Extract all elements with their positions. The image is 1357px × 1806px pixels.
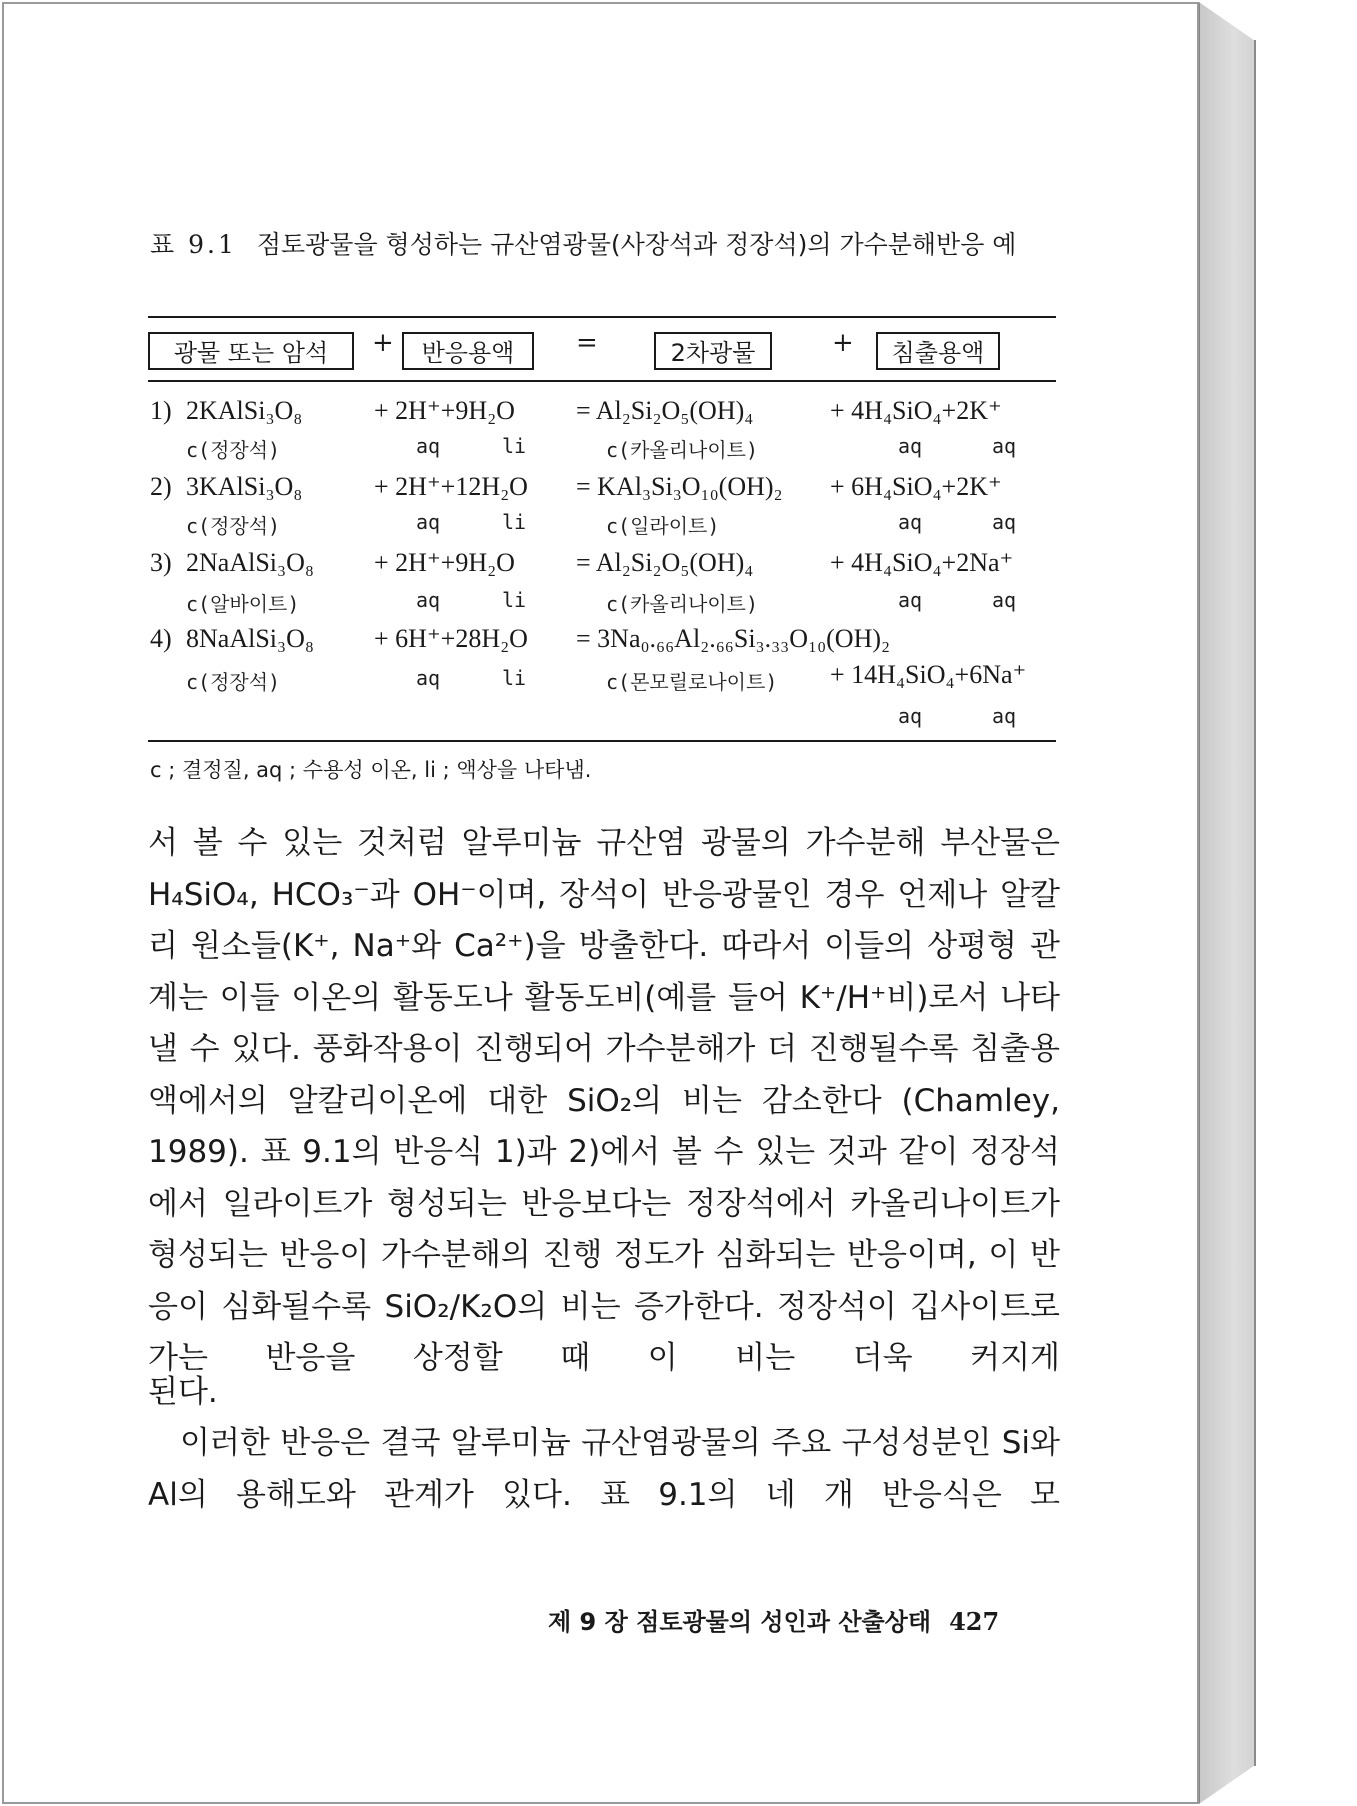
leachate-state-2: aq: [992, 510, 1017, 534]
body-paragraph-1-text: 서 볼 수 있는 것처럼 알루미늄 규산염 광물의 가수분해 부산물은 H₄SiO₄, HCO₃⁻과 OH⁻이며, 장석이 반응광물인 경우 언제나 알칼리 원소들(K⁺, Na⁺와 Ca²⁺)을 방출한다. 따라서 이들의 상평형 관계는 이들 이온의 활동도나 활동도비(예를 들어 K⁺/H⁺비)로서 나타낼 수 있다. 풍화작용이 진행되어 가수분해가 더 진행될수록 침출용액에서의 알칼리이온에 대한 SiO₂의 비는 감소한다 (Chamley, 1989). 표 9.1의 반응식 1)과 2)에서 볼 수 있는 것과 같이 정장석에서 일라이트가 형성되는 반응보다는 정장석에서 카올리나이트가 형성되는 반응이 가수분해의 진행 정도가 심화되는 반응이며, 이 반응이 심화될수록 SiO₂/K₂O의 비는 증가한다. 정장석이 깁사이트로 가는 반응을 상정할 때 이 비는 더욱 커지게: [148, 825, 1060, 1376]
secondary-state: c(일라이트): [606, 514, 720, 538]
table-caption-text: 점토광물을 형성하는 규산염광물(사장석과 정장석)의 가수분해반응 예: [256, 230, 1017, 259]
solution-state-1: aq: [416, 434, 441, 458]
header-plus-2: +: [832, 328, 854, 358]
solution-state-2: li: [502, 666, 527, 690]
reaction-leachate: + 4H₄SiO₄+2Na⁺: [830, 548, 1014, 577]
mineral-state: c(정장석): [186, 514, 281, 538]
mineral-state: c(정장석): [186, 670, 281, 694]
reaction-secondary: = KAl₃Si₃O₁₀(OH)₂: [576, 472, 783, 501]
reaction-solution: + 2H⁺+12H₂O: [374, 472, 528, 501]
reaction-mineral: 3KAlSi₃O₈: [186, 472, 303, 501]
leachate-state-2: aq: [992, 434, 1017, 458]
reaction-leachate: + 14H₄SiO₄+6Na⁺: [830, 660, 1027, 689]
table-top-rule: [148, 316, 1056, 318]
reaction-number: 4): [150, 624, 172, 653]
table-header-rule: [148, 380, 1056, 382]
reaction-mineral: 2KAlSi₃O₈: [186, 396, 303, 425]
reaction-number: 1): [150, 396, 172, 425]
reaction-secondary: = Al₂Si₂O₅(OH)₄: [576, 396, 754, 425]
page-number: 427: [949, 1607, 1000, 1636]
header-equals: =: [576, 328, 598, 358]
secondary-state: c(몬모릴로나이트): [606, 670, 778, 694]
page-edge-line: [1254, 40, 1256, 1766]
leachate-state-1: aq: [898, 434, 923, 458]
reaction-leachate: + 4H₄SiO₄+2K⁺: [830, 396, 1002, 425]
header-mineral-or-rock: 광물 또는 암석: [148, 332, 354, 370]
header-secondary-mineral: 2차광물: [654, 332, 772, 370]
solution-state-1: aq: [416, 666, 441, 690]
reaction-number: 2): [150, 472, 172, 501]
solution-state-2: li: [502, 510, 527, 534]
reaction-secondary: = 3Na₀.₆₆Al₂.₆₆Si₃.₃₃O₁₀(OH)₂: [576, 624, 891, 653]
leachate-state-2: aq: [992, 588, 1017, 612]
reaction-secondary: = Al₂Si₂O₅(OH)₄: [576, 548, 754, 577]
leachate-state-1: aq: [898, 588, 923, 612]
leachate-state-2: aq: [992, 704, 1017, 728]
solution-state-1: aq: [416, 588, 441, 612]
solution-state-2: li: [502, 588, 527, 612]
solution-state-2: li: [502, 434, 527, 458]
table-bottom-rule: [148, 740, 1056, 742]
body-paragraph-2-text: 이러한 반응은 결국 알루미늄 규산염광물의 주요 구성성분인 Si와 Al의 용해도와 관계가 있다. 표 9.1의 네 개 반응식은 모: [148, 1425, 1060, 1513]
reaction-mineral: 8NaAlSi₃O₈: [186, 624, 314, 653]
running-footer: [548, 1602, 999, 1637]
table-footnote: c ; 결정질, aq ; 수용성 이온, li ; 액상을 나타냄.: [150, 758, 592, 782]
secondary-state: c(카올리나이트): [606, 592, 759, 616]
body-paragraph-1-end: [148, 1367, 1060, 1419]
header-leachate: 침출용액: [876, 332, 1000, 370]
body-paragraph-1-end-text: 된다.: [148, 1374, 218, 1410]
secondary-state: c(카올리나이트): [606, 438, 759, 462]
leachate-state-1: aq: [898, 510, 923, 534]
chapter-title: 제 9 장 점토광물의 성인과 산출상태: [548, 1608, 932, 1636]
leachate-state-1: aq: [898, 704, 923, 728]
reaction-leachate: + 6H₄SiO₄+2K⁺: [830, 472, 1002, 501]
reaction-number: 3): [150, 548, 172, 577]
solution-state-1: aq: [416, 510, 441, 534]
body-paragraph-1: [148, 818, 1060, 1385]
header-reaction-solution: 반응용액: [402, 332, 534, 370]
mineral-state: c(알바이트): [186, 592, 300, 616]
mineral-state: c(정장석): [186, 438, 281, 462]
table-number: 표 9.1: [150, 230, 237, 259]
table-caption: [150, 222, 1050, 268]
page-edge-stack: [1199, 2, 1256, 1804]
body-paragraph-2: [148, 1418, 1060, 1521]
reaction-solution: + 6H⁺+28H₂O: [374, 624, 528, 653]
reaction-mineral: 2NaAlSi₃O₈: [186, 548, 314, 577]
reaction-solution: + 2H⁺+9H₂O: [374, 548, 515, 577]
reaction-solution: + 2H⁺+9H₂O: [374, 396, 515, 425]
header-plus-1: +: [372, 328, 394, 358]
